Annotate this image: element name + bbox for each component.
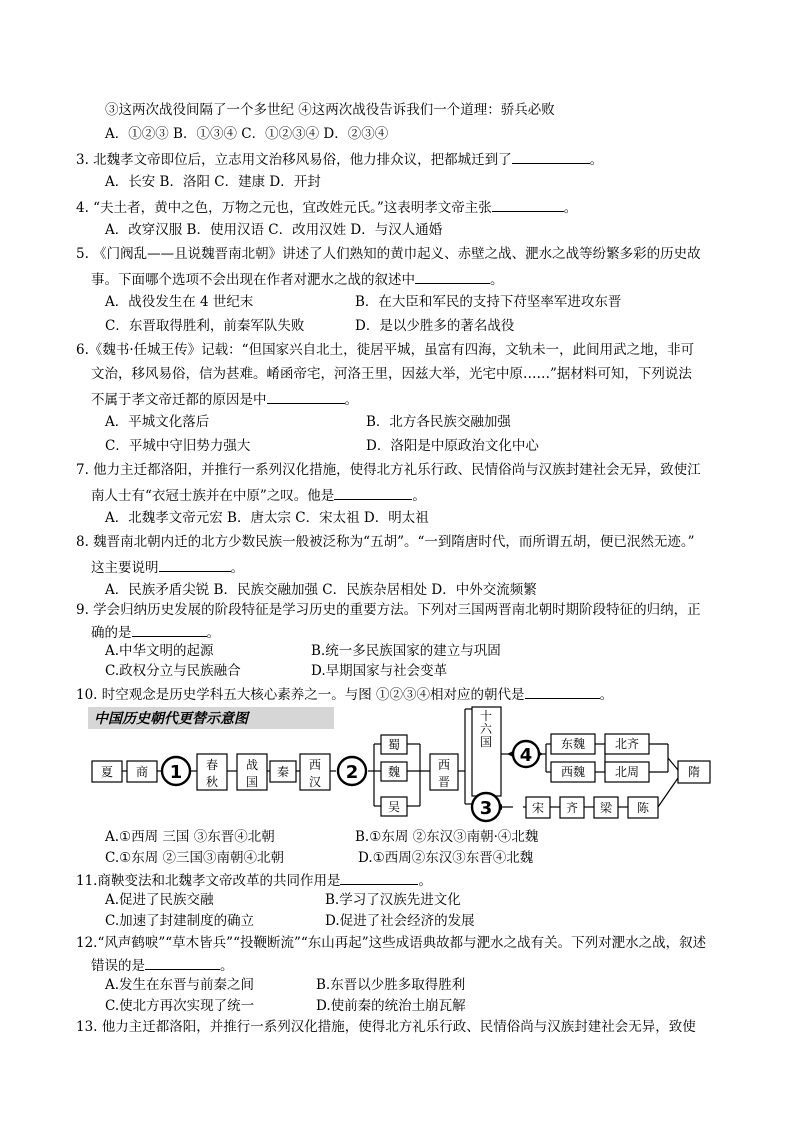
label-beiqi: 北齐 [614,737,640,751]
label-qi: 齐 [565,801,579,815]
q10-option-b: B.①东周 ②东汉③南朝·④北魏 [355,829,539,845]
label-circle-4: 4 [519,745,533,766]
label-beizhou: 北周 [614,765,640,779]
q10-stem-text: 10. 时空观念是历史学科五大核心素养之一。与图 ①②③④相对应的朝代是 [76,687,525,703]
q12-option-a: A.发生在东晋与前秦之间 [105,977,255,993]
diagram-title: 中国历史朝代更替示意图 [94,711,248,727]
q9-option-c: C.政权分立与民族融合 [105,663,241,679]
label-circle-3: 3 [479,798,493,819]
label-xi: 西 [308,758,322,772]
q11-option-c: C.加速了封建制度的确立 [105,913,255,929]
label-xiwei: 西魏 [560,765,586,779]
q6-stem-line3 [91,388,358,410]
q8-choices: A．民族矛盾尖锐 B．民族交融加强 C．民族杂居相处 D．中外交流频繁 [105,582,537,598]
q7-stem-text: 南人士有“衣冠士族并在中原”之叹。他是 [91,488,335,504]
q3-choices: A．长安 B．洛阳 C．建康 D．开封 [105,174,321,190]
q6-option-a: A．平城文化落后 [105,414,210,430]
q-prev-choices: A．①②③ B．①③④ C．①②③④ D．②③④ [105,126,389,142]
q9-option-a: A.中华文明的起源 [105,643,214,659]
q3-answer-blank[interactable] [512,148,590,164]
q6-stem-line2: 文治，移风易俗，信为甚难。崤函帝宅，河洛王里，因兹大举，光宅中原……”据材料可知，下列说法 [91,366,692,382]
q5-option-c: C．东晋取得胜利，前秦军队失败 [105,318,305,334]
q10-stem [76,683,613,705]
q4-stem [76,196,577,218]
q6-option-d: D．洛阳是中原政治文化中心 [366,438,539,454]
label-xia: 夏 [100,765,114,779]
label-wu: 吴 [387,800,401,814]
q11-stem-text: 11.商鞅变法和北魏孝文帝改革的共同作用是 [76,873,341,889]
q5-answer-blank[interactable] [415,268,490,284]
q10-stem-end: 。 [599,687,614,703]
label-circle-2: 2 [345,762,359,783]
q8-stem-end: 。 [230,560,244,576]
label-sui: 隋 [687,765,701,779]
label-circle-1: 1 [169,762,183,783]
label-shu: 蜀 [387,738,401,752]
label-qiu: 秋 [205,775,219,789]
label-chen: 陈 [636,801,650,815]
q6-option-c: C．平城中守旧势力强大 [105,438,251,454]
q13-stem-line1: 13. 他力主迁都洛阳，并推行一系列汉化措施，使得北方礼乐行政、民情俗尚与汉族封建社会无异，致使 [76,1019,696,1035]
q9-stem-text: 确的是 [91,625,132,641]
q5-option-d: D．是以少胜多的著名战役 [355,318,515,334]
q12-stem-line1: 12.“风声鹤唳”“草木皆兵”“投鞭断流”“东山再起”这些成语典故都与淝水之战有关。下列对淝水之战，叙述 [76,935,707,951]
q11-option-b: B.学习了汉族先进文化 [325,892,461,908]
q3-stem-end: 。 [589,152,604,168]
q12-option-c: C.使北方再次实现了统一 [105,998,255,1014]
q12-stem-line2 [91,954,234,976]
dynasty-succession-diagram [88,706,718,824]
q3-stem [76,148,603,170]
label-dongwei: 东魏 [560,737,586,751]
q9-option-b: B.统一多民族国家的建立与巩固 [311,643,501,659]
q4-answer-blank[interactable] [492,196,564,212]
label-chun: 春 [205,758,219,772]
q4-stem-text: 4. “夫土者，黄中之色，万物之元也，宜改姓元氏。”这表明孝文帝主张 [76,200,492,216]
q9-answer-blank[interactable] [132,621,207,637]
q5-option-b: B．在大臣和军民的支持下苻坚率军进攻东晋 [355,294,622,310]
q6-stem-end: 。 [344,392,358,408]
dynasty-diagram-svg [88,706,718,824]
q11-stem [76,869,432,891]
q9-stem-line2 [91,621,220,643]
q-prev-option-line: ③这两次战役间隔了一个多世纪 ④这两次战役告诉我们一个道理：骄兵必败 [105,102,555,118]
q4-choices: A．改穿汉服 B．使用汉语 C．改用汉姓 D．与汉人通婚 [105,222,443,238]
q5-stem-text: 事。下面哪个选项不会出现在作者对淝水之战的叙述中 [91,272,415,288]
q12-stem-end: 。 [220,958,234,974]
q5-option-a: A．战役发生在 4 世纪末 [105,294,254,310]
label-qin: 秦 [276,765,290,779]
q7-answer-blank[interactable] [334,484,412,500]
q11-option-d: D.促进了社会经济的发展 [325,913,475,929]
q6-answer-blank[interactable] [267,388,345,404]
q7-stem-line1: 7. 他力主迁都洛阳，并推行一系列汉化措施，使得北方礼乐行政、民情俗尚与汉族封建社会无异，致使江 [76,462,701,478]
q8-stem-text: 这主要说明 [91,560,159,576]
q10-option-d: D.①西周②东汉③东晋④北魏 [358,850,534,866]
label-shiliuguo-3: 国 [479,735,493,749]
q7-stem-end: 。 [412,488,426,504]
q12-option-b: B.东晋以少胜多取得胜利 [316,977,466,993]
q5-stem-line1: 5. 《门阀乱——且说魏晋南北朝》讲述了人们熟知的黄巾起义、赤壁之战、淝水之战等纷繁多彩的历史故 [76,246,701,262]
q6-option-b: B．北方各民族交融加强 [366,414,511,430]
q7-choices: A．北魏孝文帝元宏 B．唐太宗 C．宋太祖 D．明太祖 [105,510,429,526]
q10-answer-blank[interactable] [525,683,600,699]
q11-stem-end: 。 [418,873,432,889]
q5-stem-line2 [91,268,504,290]
q6-stem-line1: 6.《魏书·任城王传》记载：“但国家兴自北土，徙居平城，虽富有四海，文轨未一，此间用武之地，非可 [76,342,695,358]
q12-answer-blank[interactable] [145,954,220,970]
q8-answer-blank[interactable] [159,556,231,572]
label-xijin-2: 晋 [437,775,451,789]
label-shang: 商 [135,765,149,779]
q8-stem-line1: 8. 魏晋南北朝内迁的北方少数民族一般被泛称为“五胡”。“一到隋唐时代，而所谓五胡，便已泯然无迹。” [76,534,695,550]
q9-stem-line1: 9. 学会归纳历史发展的阶段特征是学习历史的重要方法。下列对三国两晋南北朝时期阶段特征的归纳，正 [76,602,701,618]
q10-option-c: C.①东周 ②三国③南朝④北朝 [105,850,285,866]
label-guo: 国 [245,775,259,789]
label-wei: 魏 [387,765,401,779]
q8-stem-line2 [91,556,244,578]
label-song: 宋 [531,801,545,815]
q3-stem-text: 3. 北魏孝文帝即位后，立志用文治移风易俗，他力排众议，把都城迁到了 [76,152,512,168]
q11-option-a: A.促进了民族交融 [105,892,214,908]
q11-answer-blank[interactable] [340,869,418,885]
q12-option-d: D.使前秦的统治土崩瓦解 [316,998,466,1014]
label-shiliuguo-1: 十 [479,709,493,723]
q7-stem-line2 [91,484,426,506]
label-han: 汉 [308,775,322,789]
q9-stem-end: 。 [206,625,220,641]
q5-stem-end: 。 [490,272,504,288]
q9-option-d: D.早期国家与社会变革 [311,663,448,679]
label-shiliuguo-2: 六 [479,722,493,736]
label-zhan: 战 [245,758,259,772]
label-xijin-1: 西 [437,758,451,772]
q10-option-a: A.①西周 三国 ③东晋④北朝 [105,829,275,845]
label-liang: 梁 [599,801,613,815]
q4-stem-end: 。 [563,200,578,216]
q12-stem-text: 错误的是 [91,958,145,974]
q6-stem-text: 不属于孝文帝迁都的原因是中 [91,392,267,408]
